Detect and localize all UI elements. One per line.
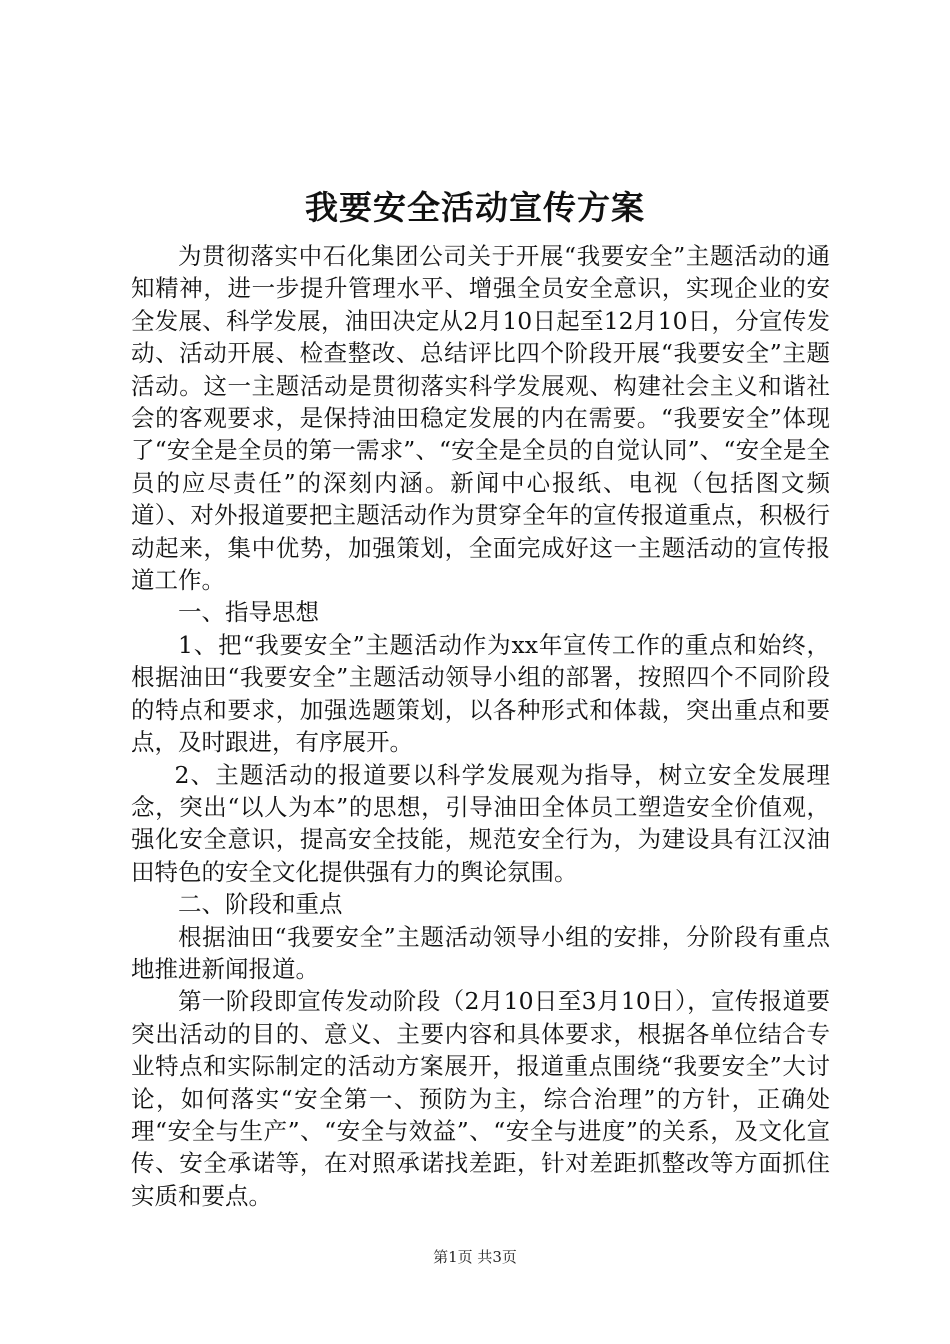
stages-intro-paragraph: 根据油田“我要安全”主题活动领导小组的安排，分阶段有重点地推进新闻报道。 — [131, 922, 830, 983]
guiding-point-1: 1、把“我要安全”主题活动作为xx年宣传工作的重点和始终，根据油田“我要安全”主题活动领导小组的部署，按照四个不同阶段的特点和要求，加强选题策划，以各种形式和体裁，突出重点和要点，及时跟进，有序展开。 — [131, 630, 830, 757]
guiding-point-2: 2、主题活动的报道要以科学发展观为指导，树立安全发展理念，突出“以人为本”的思想，引导油田全体员工塑造安全价值观，强化安全意识，提高安全技能，规范安全行为，为建设具有江汉油田特色的安全文化提供强有力的舆论氛围。 — [131, 760, 830, 886]
section-heading-guiding-thought: 一、指导思想 — [178, 598, 319, 627]
section-heading-stages: 二、阶段和重点 — [178, 890, 343, 919]
stage-1-paragraph: 第一阶段即宣传发动阶段（2月10日至3月10日），宣传报道要突出活动的目的、意义、主要内容和具体要求，根据各单位结合专业特点和实际制定的活动方案展开，报道重点围绕“我要安全”大讨论，如何落实“安全第一、预防为主，综合治理”的方针，正确处理“安全与生产”、“安全与效益”、“安全与进度”的关系，及文化宣传、安全承诺等，在对照承诺找差距，针对差距抓整改等方面抓住实质和要点。 — [131, 987, 830, 1210]
intro-paragraph: 为贯彻落实中石化集团公司关于开展“我要安全”主题活动的通知精神，进一步提升管理水平、增强全员安全意识，实现企业的安全发展、科学发展，油田决定从2月10日起至12月10日，分宣传发动、活动开展、检查整改、总结评比四个阶段开展“我要安全”主题活动。这一主题活动是贯彻落实科学发展观、构建社会主义和谐社会的客观要求，是保持油田稳定发展的内在需要。“我要安全”体现了“安全是全员的第一需求”、“安全是全员的自觉认同”、“安全是全员的应尽责任”的深刻内涵。新闻中心报纸、电视（包括图文频道）、对外报道要把主题活动作为贯穿全年的宣传报道重点，积极行动起来，集中优势，加强策划，全面完成好这一主题活动的宣传报道工作。 — [131, 242, 830, 595]
document-title: 我要安全活动宣传方案 — [305, 188, 645, 227]
document-body — [131, 240, 830, 1212]
page-number-footer: 第1页 共3页 — [433, 1248, 517, 1266]
